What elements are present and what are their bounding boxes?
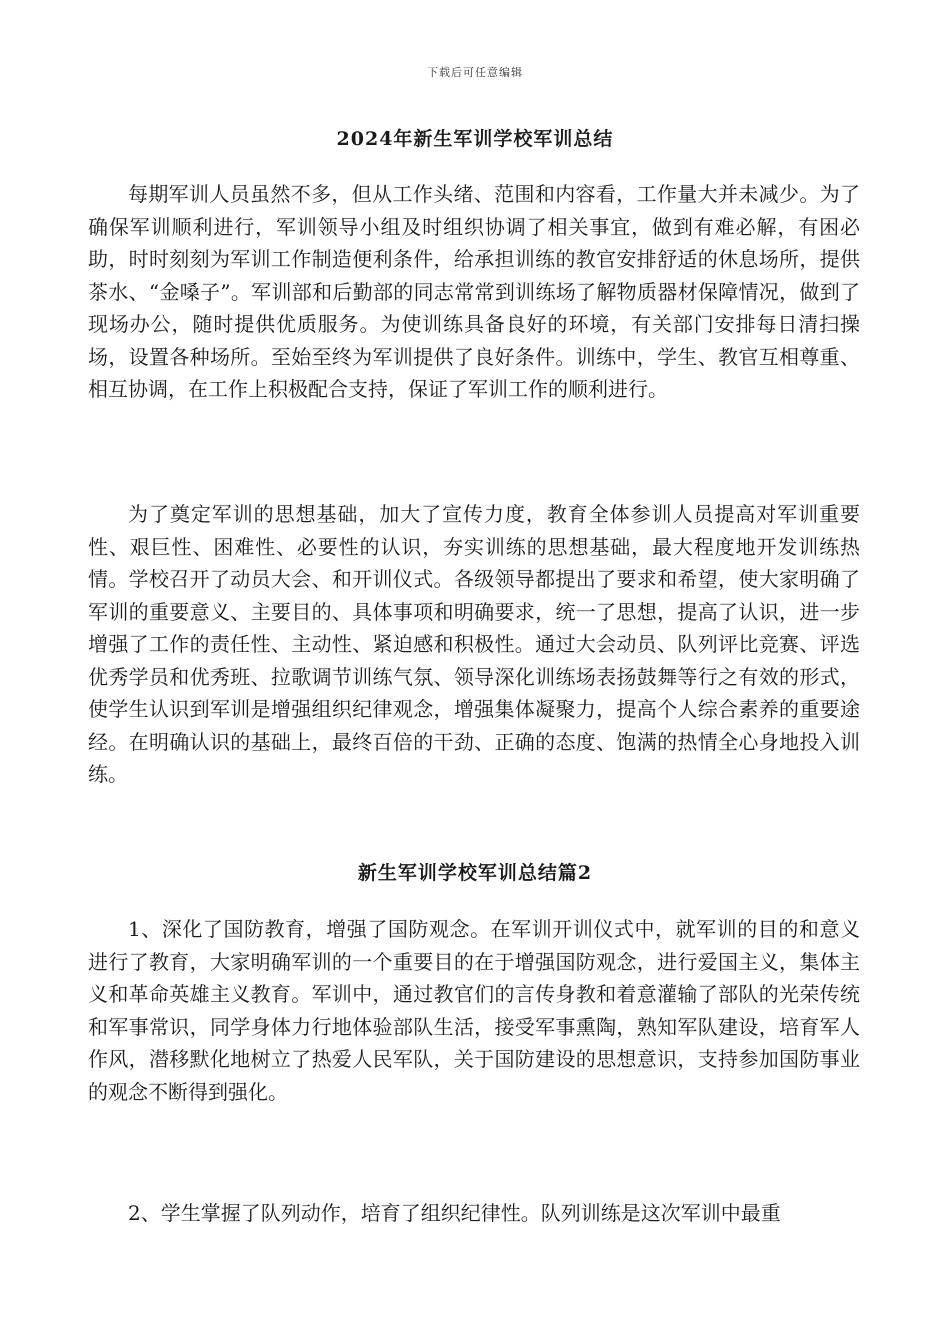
- document-title: 2024年新生军训学校军训总结: [336, 128, 614, 150]
- section-subtitle: 新生军训学校军训总结篇2: [357, 862, 593, 884]
- paragraph-2: 为了奠定军训的思想基础，加大了宣传力度，教育全体参训人员提高对军训重要性、艰巨性、困难性、必要性的认识，夯实训练的思想基础，最大程度地开发训练热情。学校召开了动员大会、和开训仪式。各级领导都提出了要求和希望，使大家明确了军训的重要意义、主要目的、具体事项和明确要求，统一了思想，提高了认识，进一步增强了工作的责任性、主动性、紧迫感和积极性。通过大会动员、队列评比竞赛、评选优秀学员和优秀班、拉歌调节训练气氛、领导深化训练场表扬鼓舞等行之有效的形式，使学生认识到军训是增强组织纪律观念，增强集体凝聚力，提高个人综合素养的重要途经。在明确认识的基础上，最终百倍的干劲、正确的态度、饱满的热情全心身地投入训练。: [88, 502, 860, 786]
- paragraph-1: 每期军训人员虽然不多，但从工作头绪、范围和内容看，工作量大并未减少。为了确保军训顺利进行，军训领导小组及时组织协调了相关事宜，做到有难必解，有困必助，时时刻刻为军训工作制造便利条件，给承担训练的教官安排舒适的休息场所，提供茶水、“金嗓子”。军训部和后勤部的同志常常到训练场了解物质器材保障情况，做到了现场办公，随时提供优质服务。为使训练具备良好的环境，有关部门安排每日清扫操场，设置各种场所。至始至终为军训提供了良好条件。训练中，学生、教官互相尊重、相互协调，在工作上积极配合支持，保证了军训工作的顺利进行。: [88, 182, 860, 401]
- paragraph-4: 2、学生掌握了队列动作，培育了组织纪律性。队列训练是这次军训中最重: [128, 1201, 781, 1225]
- paragraph-3: 1、深化了国防教育，增强了国防观念。在军训开训仪式中，就军训的目的和意义进行了教育，大家明确军训的一个重要目的在于增强国防观念，进行爱国主义，集体主义和革命英雄主义教育。军训中，通过教官们的言传身教和着意灌输了部队的光荣传统和军事常识，同学身体力行地体验部队生活，接受军事熏陶，熟知军队建设，培育军人作风，潜移默化地树立了热爱人民军队，关于国防建设的思想意识，支持参加国防事业的观念不断得到强化。: [88, 917, 860, 1104]
- header-note: 下载后可任意编辑: [427, 66, 523, 79]
